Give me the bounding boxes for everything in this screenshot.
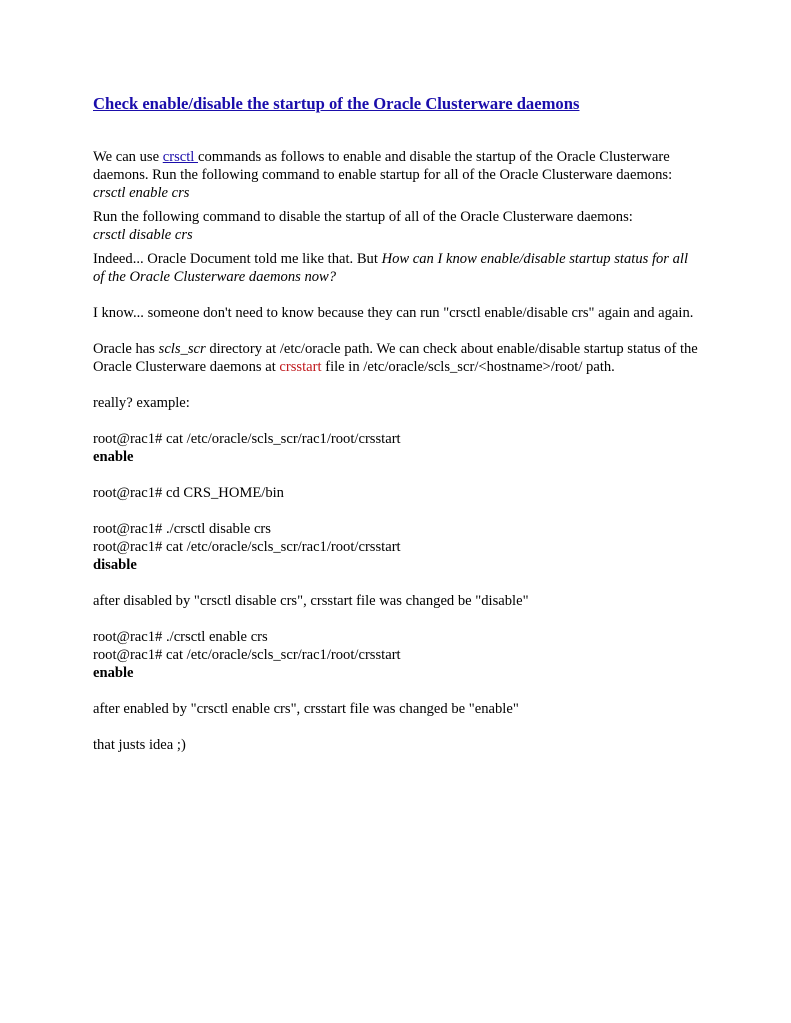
spacer [93, 502, 703, 520]
title-link[interactable]: Check enable/disable the startup of the Oracle Clusterware daemons [93, 94, 580, 113]
example-1-output: enable [93, 449, 134, 465]
command-enable-crs: crsctl enable crs [93, 185, 190, 201]
example-4-output: enable [93, 665, 134, 681]
example-2-block [93, 484, 703, 502]
indeed-text: Indeed... Oracle Document told me like that. But [93, 251, 382, 267]
spacer [93, 466, 703, 484]
oracle-has-text-2: directory at /etc/oracle path. We can check about enable/disable startup status of the Oracle Clusterware daemons at [93, 341, 698, 375]
spacer [93, 412, 703, 430]
example-3-block [93, 520, 703, 574]
page-title[interactable] [93, 94, 703, 114]
example-3-command-1: root@rac1# ./crsctl disable crs [93, 521, 271, 537]
scls-scr-directory: scls_scr [158, 341, 206, 357]
intro-text-after: commands as follows to enable and disable the startup of the Oracle Clusterware daemons. Run the following command to enable startup for all of the Oracle Clusterware daemons: [93, 149, 673, 183]
example-1-command: root@rac1# cat /etc/oracle/scls_scr/rac1/root/crsstart [93, 431, 401, 447]
indeed-paragraph [93, 250, 703, 286]
spacer [93, 322, 703, 340]
spacer [93, 286, 703, 304]
i-know-paragraph: I know... someone don't need to know because they can run "crsctl enable/disable crs" again and again. [93, 305, 694, 321]
intro-text-before: We can use [93, 149, 163, 165]
spacer [93, 376, 703, 394]
example-1-block [93, 430, 703, 466]
spacer [93, 610, 703, 628]
command-disable-crs: crsctl disable crs [93, 227, 193, 243]
spacer [93, 114, 703, 148]
really-paragraph: really? example: [93, 395, 190, 411]
example-3-output: disable [93, 557, 137, 573]
example-4-command-2: root@rac1# cat /etc/oracle/scls_scr/rac1/root/crsstart [93, 647, 401, 663]
oracle-has-text-3: file in /etc/oracle/scls_scr/<hostname>/root/ path. [321, 359, 615, 375]
oracle-has-paragraph [93, 340, 703, 376]
crsstart-file-highlight: crsstart [279, 359, 322, 375]
intro-paragraph [93, 148, 703, 202]
indeed-question: How can I know enable/disable startup status for all of the Oracle Clusterware daemons now? [93, 251, 689, 285]
example-4-command-1: root@rac1# ./crsctl enable crs [93, 629, 268, 645]
after-disabled-paragraph: after disabled by "crsctl disable crs", crsstart file was changed be "disable" [93, 593, 529, 609]
spacer [93, 718, 703, 736]
after-enabled-paragraph: after enabled by "crsctl enable crs", crsstart file was changed be "enable" [93, 701, 519, 717]
document-page [93, 94, 703, 754]
example-3-command-2: root@rac1# cat /etc/oracle/scls_scr/rac1/root/crsstart [93, 539, 401, 555]
example-4-block [93, 628, 703, 682]
spacer [93, 574, 703, 592]
disable-paragraph [93, 208, 703, 244]
spacer [93, 682, 703, 700]
oracle-has-text-1: Oracle has [93, 341, 159, 357]
disable-text: Run the following command to disable the startup of all of the Oracle Clusterware daemons: [93, 209, 633, 225]
example-2-command: root@rac1# cd CRS_HOME/bin [93, 485, 284, 501]
closing-line: that justs idea ;) [93, 737, 186, 753]
crsctl-link[interactable]: crsctl [162, 149, 198, 165]
